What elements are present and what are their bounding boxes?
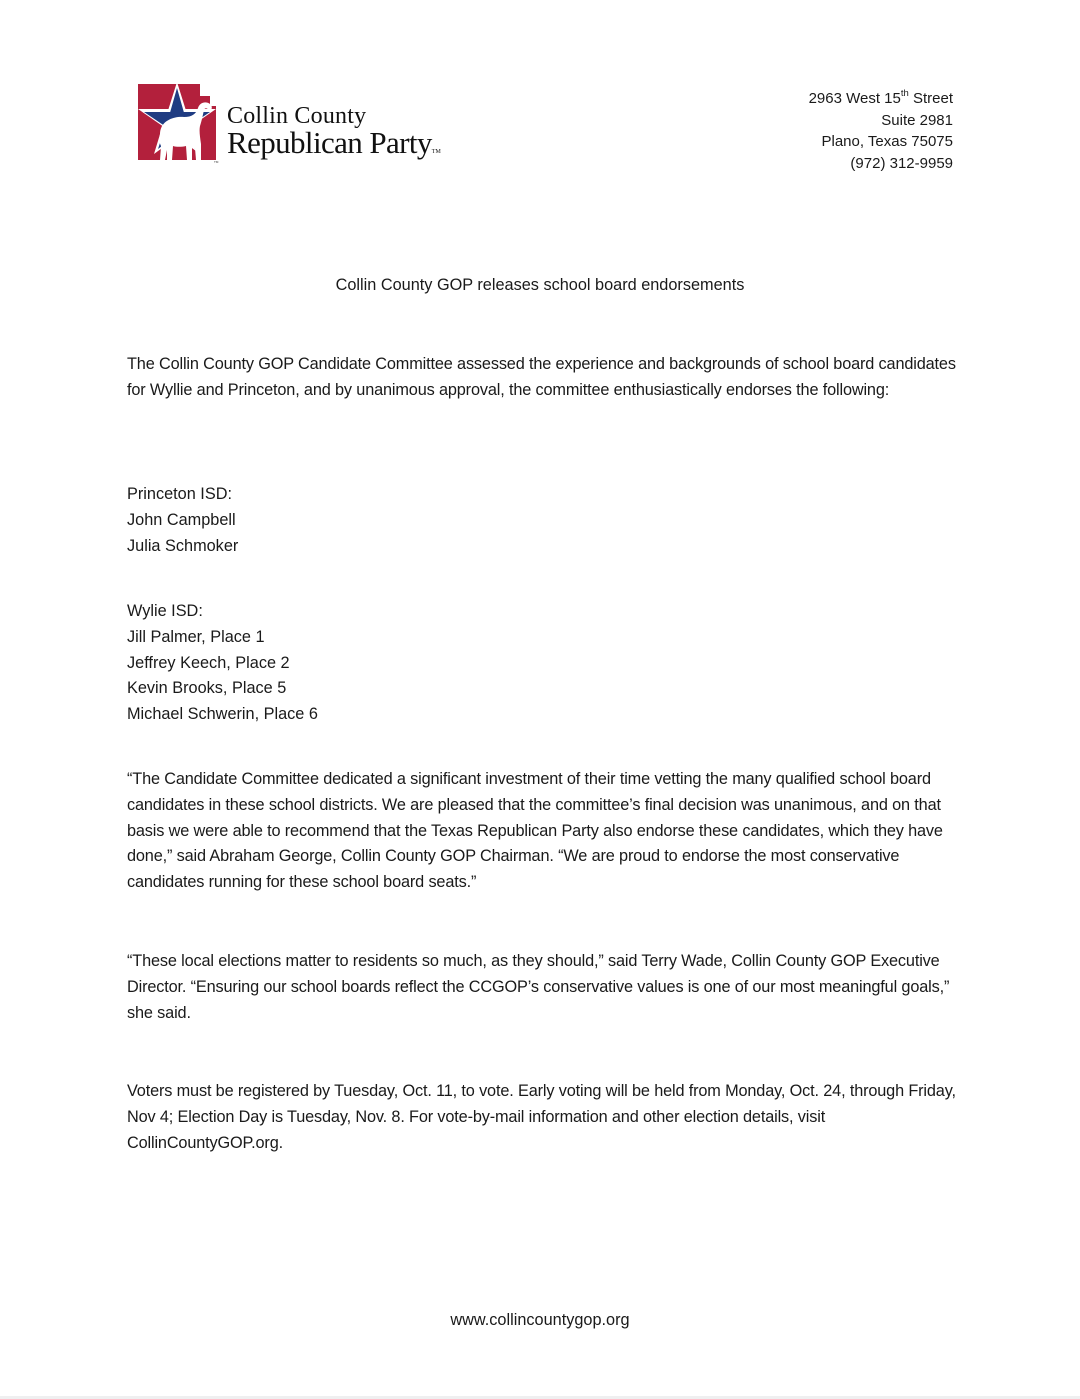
address-phone: (972) 312-9959 [850,155,953,173]
address-street [809,84,953,110]
intro-paragraph: The Collin County GOP Candidate Committee assessed the experience and backgrounds of school board candidates for Wyllie and Princeton, and by unanimous approval, the committee enthusiastically endorses the following: [127,355,956,399]
district-heading: Wylie ISD: [127,602,203,620]
footer-website: www.collincountygop.org [450,1311,630,1329]
logo-text-line2-label: Republican Party [227,125,432,160]
candidate-item: John Campbell [127,510,236,529]
press-release-headline: Collin County GOP releases school board endorsements [335,276,745,294]
organization-logo [138,84,458,166]
voting-info-paragraph: Voters must be registered by Tuesday, Oct. 11, to vote. Early voting will be held from Monday, Oct. 24, through Friday, Nov 4; Election Day is Tuesday, Nov. 8. For vote-by-mail information and other election details, visit CollinCountyGOP.org. [127,1082,956,1152]
address-street-ordinal: th [900,88,909,99]
ccgop-star-elephant-logo-icon [138,84,220,164]
address-street-prefix: 2963 West 15 [808,90,901,107]
candidate-item: Michael Schwerin, Place 6 [127,705,318,724]
endorsement-group-princeton [127,482,238,559]
logo-text-line2 [227,127,441,158]
svg-text:TM: TM [214,160,219,164]
address-street-suffix: Street [908,90,953,107]
director-quote-paragraph: “These local elections matter to residents so much, as they should,” said Terry Wade, Collin County GOP Executive Director. “Ensuring our school boards reflect the CCGOP’s conservative values is one of our most meaningful goals,” she said. [127,952,950,1022]
chairman-quote-paragraph: “The Candidate Committee dedicated a significant investment of their time vetting the many qualified school board candidates in these school districts. We are pleased that the committee’s final decision was unanimous, and on that basis we were able to recommend that the Texas Republican Party also endorse these candidates, which they have done,” said Abraham George, Collin County GOP Chairman. “We are proud to endorse the most conservative candidates running for these school board seats.” [127,770,943,892]
candidate-item: Kevin Brooks, Place 5 [127,679,287,698]
candidate-item: Jeffrey Keech, Place 2 [127,653,290,672]
logo-text-line1: Collin County [227,103,367,129]
trademark-mark: TM [431,149,441,155]
address-city: Plano, Texas 75075 [821,133,953,151]
mailing-address [809,84,953,175]
district-heading: Princeton ISD: [127,485,232,503]
address-suite: Suite 2981 [881,111,953,129]
endorsement-group-wylie [127,599,318,728]
candidate-item: Julia Schmoker [127,536,239,555]
candidate-item: Jill Palmer, Place 1 [127,627,265,646]
